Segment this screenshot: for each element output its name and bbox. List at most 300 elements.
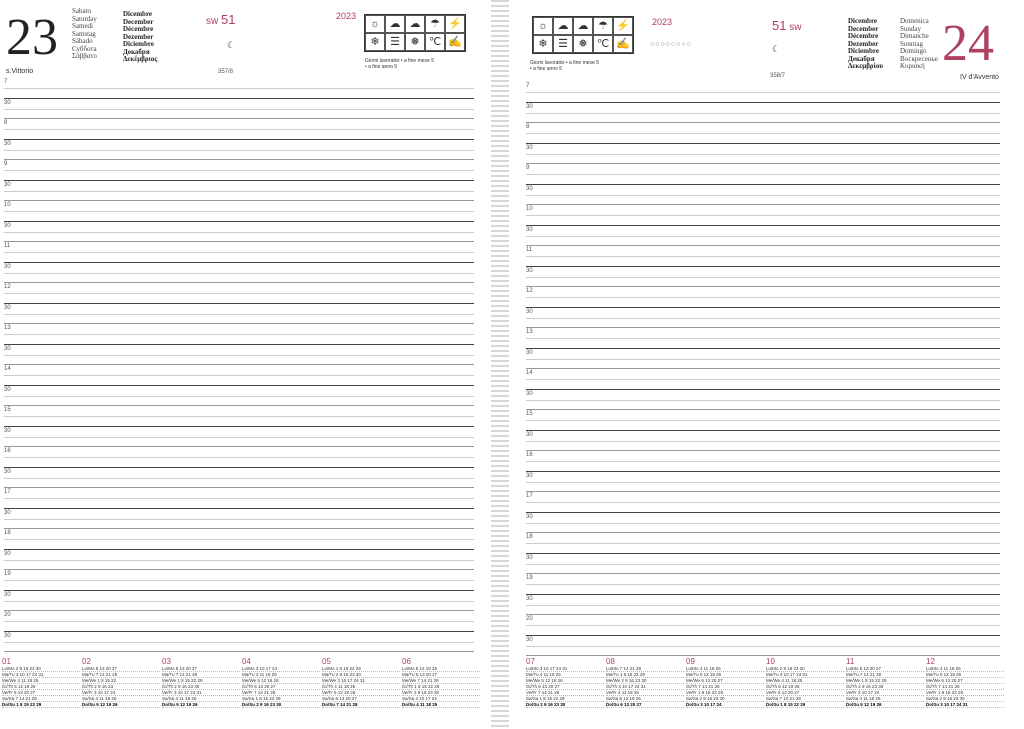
mini-calendar-row: Gi/Th 2 9 16 23 [82, 684, 160, 690]
hour-label: 30 [526, 472, 533, 479]
hour-label: 8 [4, 120, 8, 126]
working-days-note [365, 58, 434, 70]
hour-label: 30 [4, 386, 11, 393]
mini-calendar-row: Do/Su 3 10 17 24 31 [926, 702, 1004, 708]
mini-calendar-row: Lu/Mo 2 9 16 23 30 [766, 666, 844, 672]
hour-label: 30 [526, 103, 533, 110]
week-number: 51 sw [772, 18, 802, 33]
hour-label: 19 [526, 575, 533, 581]
half-line[interactable] [526, 338, 1000, 339]
hour-line[interactable] [526, 266, 1000, 267]
week-number: sw 51 [206, 12, 236, 27]
mini-calendar-row: Sa/Sa 1 8 15 22 29 [242, 696, 320, 702]
half-line[interactable] [4, 519, 474, 520]
weather-icon[interactable]: ❅ [573, 35, 593, 53]
mini-calendar-month: 02 [82, 657, 91, 666]
hour-label: 30 [4, 468, 11, 475]
half-line[interactable] [526, 359, 1000, 360]
saint-name: IV d'Avvento [960, 74, 999, 81]
hour-line[interactable] [526, 348, 1000, 349]
mini-calendar-row: Ma/Tu 3 10 17 24 31 [766, 672, 844, 678]
mini-calendar [162, 657, 240, 708]
hour-line[interactable] [526, 450, 1000, 451]
hour-label: 30 [526, 226, 533, 233]
weather-icon[interactable]: ✍ [613, 35, 633, 53]
weather-icon[interactable]: ☰ [385, 33, 405, 51]
half-line[interactable] [4, 416, 474, 417]
note-line: Giorni lavorativi • a fine mese 5 [530, 60, 600, 66]
moon-icon: ☾ [227, 40, 236, 50]
weather-icon[interactable]: ☂ [425, 15, 445, 33]
half-line[interactable] [4, 355, 474, 356]
half-line[interactable] [526, 318, 1000, 319]
mini-calendar-month: 09 [686, 657, 695, 666]
mini-calendar-row: Ve/Fr 6 13 20 27 [766, 690, 844, 696]
day-names [900, 18, 938, 71]
mini-calendar-row: Ma/Tu 7 14 21 28 [82, 672, 160, 678]
half-line[interactable] [4, 642, 474, 643]
hour-label: 12 [4, 284, 11, 290]
hour-label: 30 [4, 140, 11, 147]
half-line[interactable] [526, 277, 1000, 278]
mini-calendar-row: Me/We 7 14 21 28 [402, 678, 480, 684]
half-line[interactable] [526, 195, 1000, 196]
hour-label: 8 [526, 124, 530, 130]
half-line[interactable] [526, 420, 1000, 421]
hour-label: 7 [4, 79, 8, 85]
mini-calendar-row: Me/We 5 12 19 26 [526, 678, 604, 684]
mini-calendar [526, 657, 604, 708]
day-name: Sonntag [900, 39, 923, 48]
mini-calendar-row: Ve/Fr 3 10 17 24 31 [162, 690, 240, 696]
hour-label: 13 [526, 329, 533, 335]
mini-calendar-row: Ve/Fr 4 11 18 25 [606, 690, 684, 696]
half-line[interactable] [4, 150, 474, 151]
day-name: Dimanche [900, 32, 929, 40]
hour-label: 30 [526, 185, 533, 192]
mini-calendar-row: Do/Su 1 8 15 22 29 [2, 702, 80, 708]
hour-label: 15 [4, 407, 11, 413]
hour-label: 30 [526, 144, 533, 151]
half-line[interactable] [526, 92, 1000, 93]
mini-calendar-row: Lu/Mo 6 13 20 27 [162, 666, 240, 672]
day-name: Sunday [900, 24, 921, 33]
mini-calendar-row: Gi/Th 1 8 15 22 29 [402, 684, 480, 690]
hour-line[interactable] [526, 368, 1000, 369]
mini-calendar-row: Me/We 6 13 20 27 [686, 678, 764, 684]
hour-label: 16 [4, 448, 11, 454]
hour-label: 30 [4, 263, 11, 270]
mini-calendar-row: Gi/Th 7 14 21 28 [686, 684, 764, 690]
hour-line[interactable] [4, 549, 474, 550]
hour-line[interactable] [4, 528, 474, 529]
half-line[interactable] [526, 400, 1000, 401]
hour-line[interactable] [526, 307, 1000, 308]
hour-lines[interactable] [4, 78, 474, 652]
weather-icon[interactable]: ℃ [593, 35, 613, 53]
mini-calendar-row: Ve/Fr 3 10 17 24 [846, 690, 924, 696]
moon-icon: ☾ [772, 44, 781, 54]
mini-calendar-row: Me/We 5 12 19 26 [242, 678, 320, 684]
half-line[interactable] [4, 375, 474, 376]
mini-calendar-row: Do/Su 2 9 16 23 30 [242, 702, 320, 708]
hour-line[interactable] [4, 508, 474, 509]
month-name: Décembre [123, 25, 154, 33]
half-line[interactable] [526, 133, 1000, 134]
mini-calendar-row: Ve/Fr 1 8 15 22 29 [926, 690, 1004, 696]
mini-calendar-row: Ve/Fr 7 14 21 28 [526, 690, 604, 696]
half-line[interactable] [4, 170, 474, 171]
hour-line[interactable] [4, 159, 474, 160]
note-line: Giorni lavorativi • a fine mese 5 [365, 58, 435, 64]
hour-line[interactable] [4, 139, 474, 140]
hour-label: 30 [526, 431, 533, 438]
hour-line[interactable] [4, 221, 474, 222]
hour-label: 9 [4, 161, 8, 167]
hour-label: 13 [4, 325, 11, 331]
half-line[interactable] [4, 88, 474, 89]
half-line[interactable] [526, 236, 1000, 237]
hour-line[interactable] [526, 143, 1000, 144]
hour-line[interactable] [526, 327, 1000, 328]
half-line[interactable] [526, 543, 1000, 544]
hour-label: 11 [526, 247, 533, 253]
mini-calendar-row: Ve/Fr 1 8 15 22 29 [686, 690, 764, 696]
mini-calendar-row: Gi/Th 5 12 19 26 [2, 684, 80, 690]
hour-label: 10 [4, 202, 11, 208]
mini-calendar-row: Gi/Th 2 9 16 23 30 [162, 684, 240, 690]
hour-label: 20 [526, 616, 533, 622]
hour-line[interactable] [526, 614, 1000, 615]
month-name: December [123, 17, 154, 26]
day-name: Воскресенье [900, 54, 938, 63]
weather-icon[interactable]: ❄ [365, 33, 385, 51]
half-line[interactable] [526, 482, 1000, 483]
hour-line[interactable] [526, 655, 1000, 656]
hour-label: 30 [4, 222, 11, 229]
day-number: 23 [6, 9, 58, 66]
mini-calendar-month: 08 [606, 657, 615, 666]
mini-calendar-row: Sa/Sa 4 11 18 25 [82, 696, 160, 702]
mini-calendar-row: Gi/Th 6 13 20 27 [242, 684, 320, 690]
half-line[interactable] [526, 584, 1000, 585]
month-names [848, 18, 883, 71]
mini-calendar-row: Me/We 4 11 18 25 [766, 678, 844, 684]
half-line[interactable] [4, 601, 474, 602]
mini-calendar-row: Me/We 6 13 20 27 [926, 678, 1004, 684]
day-name: Domenica [900, 17, 929, 25]
mini-calendar [322, 657, 400, 708]
month-name: Dicembre [123, 10, 153, 18]
half-line[interactable] [4, 273, 474, 274]
mini-calendar [606, 657, 684, 708]
half-line[interactable] [526, 113, 1000, 114]
hour-line[interactable] [4, 487, 474, 488]
year: 2023 [336, 11, 357, 21]
hour-line[interactable] [4, 262, 474, 263]
hour-label: 11 [4, 243, 11, 249]
mini-calendar-row: Gi/Th 5 12 19 26 [766, 684, 844, 690]
hour-line[interactable] [4, 241, 474, 242]
hour-label: 30 [4, 632, 11, 639]
day-name: Samstag [72, 29, 96, 38]
day-of-year: 358/7 [770, 73, 786, 79]
mini-calendar-row: Sa/Sa 4 11 18 25 [846, 696, 924, 702]
month-name: Декабря [123, 47, 150, 56]
hour-label: 18 [526, 534, 533, 540]
hour-line[interactable] [4, 631, 474, 632]
hour-line[interactable] [4, 282, 474, 283]
month-name: Dicembre [848, 17, 878, 25]
half-line[interactable] [4, 437, 474, 438]
hour-line[interactable] [4, 180, 474, 181]
mini-calendar-row: Lu/Mo 1 8 15 22 29 [322, 666, 400, 672]
half-line[interactable] [526, 502, 1000, 503]
month-name: Diciembre [848, 47, 879, 55]
mini-calendar-row: Sa/Sa 6 13 20 27 [322, 696, 400, 702]
hour-line[interactable] [526, 163, 1000, 164]
hour-line[interactable] [4, 467, 474, 468]
mini-calendar-row: Do/Su 5 12 19 26 [82, 702, 160, 708]
hour-line[interactable] [526, 553, 1000, 554]
weather-icon[interactable]: ✍ [445, 33, 465, 51]
weather-icon[interactable]: ℃ [425, 33, 445, 51]
half-line[interactable] [4, 191, 474, 192]
half-line[interactable] [526, 215, 1000, 216]
hour-label: 30 [526, 513, 533, 520]
mini-calendar [2, 657, 80, 708]
mini-calendar-month: 04 [242, 657, 251, 666]
half-line[interactable] [4, 334, 474, 335]
weather-icon[interactable]: ☁ [573, 17, 593, 35]
hour-label: 30 [4, 591, 11, 598]
hour-label: 30 [4, 304, 11, 311]
day-of-year: 357/8 [218, 69, 234, 75]
hour-line[interactable] [526, 245, 1000, 246]
weather-icon[interactable]: ⚡ [445, 15, 465, 33]
mini-calendar-row: Lu/Mo 4 11 18 25 [926, 666, 1004, 672]
mini-calendar-row: Ve/Fr 3 10 17 24 [82, 690, 160, 696]
hour-line[interactable] [526, 491, 1000, 492]
month-names [123, 11, 157, 64]
month-name: Dezember [123, 32, 154, 41]
hour-line[interactable] [526, 389, 1000, 390]
mini-calendar-row: Lu/Mo 5 12 19 26 [402, 666, 480, 672]
half-line[interactable] [4, 457, 474, 458]
half-line[interactable] [526, 523, 1000, 524]
mini-calendar-month: 11 [846, 657, 855, 666]
mini-calendar-row: Gi/Th 6 13 20 27 [526, 684, 604, 690]
mini-calendar [846, 657, 924, 708]
weather-grid[interactable] [364, 14, 466, 52]
half-line[interactable] [526, 379, 1000, 380]
hour-line[interactable] [526, 532, 1000, 533]
half-line[interactable] [4, 539, 474, 540]
mini-calendar-row: Gi/Th 4 11 18 25 [322, 684, 400, 690]
mini-calendar-row: Do/Su 6 13 20 27 [606, 702, 684, 708]
hour-line[interactable] [4, 344, 474, 345]
hour-label: 30 [4, 181, 11, 188]
mini-calendar-row: Sa/Sa 3 10 17 24 [402, 696, 480, 702]
hour-label: 30 [526, 595, 533, 602]
mini-calendar-row: Sa/Sa 5 12 19 26 [606, 696, 684, 702]
half-line[interactable] [4, 560, 474, 561]
hour-line[interactable] [4, 303, 474, 304]
hour-label: 7 [526, 83, 530, 89]
hour-label: 9 [526, 165, 530, 171]
weather-icon[interactable]: ☼ [533, 17, 553, 35]
mini-calendar-row: Ma/Tu 4 11 18 25 [242, 672, 320, 678]
hour-label: 15 [526, 411, 533, 417]
month-name: Декабря [848, 54, 875, 63]
mini-calendar-row: Ma/Tu 5 12 19 26 [926, 672, 1004, 678]
mini-calendar-month: 01 [2, 657, 11, 666]
weather-icon[interactable]: ☁ [553, 17, 573, 35]
hour-line[interactable] [4, 364, 474, 365]
hour-line[interactable] [4, 323, 474, 324]
mini-calendar-row: Sa/Sa 4 11 18 25 [162, 696, 240, 702]
month-name: Δεκεμβρίου [848, 62, 883, 70]
hour-line[interactable] [4, 446, 474, 447]
mini-calendar-row: Gi/Th 7 14 21 28 [926, 684, 1004, 690]
half-line[interactable] [526, 625, 1000, 626]
weather-icon[interactable]: ☰ [553, 35, 573, 53]
half-line[interactable] [526, 174, 1000, 175]
half-line[interactable] [4, 478, 474, 479]
half-line[interactable] [4, 129, 474, 130]
day-name: Κυριακή [900, 62, 925, 70]
half-line[interactable] [526, 154, 1000, 155]
half-line[interactable] [526, 646, 1000, 647]
mini-calendar-row: Gi/Th 3 10 17 24 31 [606, 684, 684, 690]
hour-line[interactable] [526, 286, 1000, 287]
hour-line[interactable] [4, 569, 474, 570]
mini-calendar-row: Lu/Mo 2 9 16 23 30 [2, 666, 80, 672]
mood-dots[interactable]: ○○○○○○○○ [650, 40, 692, 48]
hour-line[interactable] [526, 512, 1000, 513]
hour-label: 16 [526, 452, 533, 458]
hour-label: 12 [526, 288, 533, 294]
half-line[interactable] [4, 293, 474, 294]
mini-calendar-row: Me/We 3 10 17 24 31 [322, 678, 400, 684]
mini-calendar-month: 12 [926, 657, 935, 666]
half-line[interactable] [4, 109, 474, 110]
hour-line[interactable] [526, 102, 1000, 103]
hour-line[interactable] [526, 635, 1000, 636]
mini-calendar-row: Gi/Th 2 9 16 23 30 [846, 684, 924, 690]
mini-calendar-row: Lu/Mo 4 11 18 25 [686, 666, 764, 672]
half-line[interactable] [4, 314, 474, 315]
mini-calendar-row: Do/Su 7 14 21 28 [322, 702, 400, 708]
day-name: Sábado [72, 37, 93, 45]
hour-line[interactable] [4, 118, 474, 119]
half-line[interactable] [4, 498, 474, 499]
hour-lines[interactable] [526, 82, 1000, 656]
working-days-note [530, 60, 599, 72]
half-line[interactable] [526, 461, 1000, 462]
weather-icon[interactable]: ☼ [365, 15, 385, 33]
hour-line[interactable] [526, 430, 1000, 431]
weather-icon[interactable]: ❄ [533, 35, 553, 53]
mini-calendar-row: Lu/Mo 3 10 17 24 31 [526, 666, 604, 672]
mini-calendar-row: Do/Su 4 11 18 25 [402, 702, 480, 708]
hour-line[interactable] [526, 204, 1000, 205]
day-number: 24 [942, 15, 994, 72]
half-line[interactable] [526, 605, 1000, 606]
half-line[interactable] [526, 297, 1000, 298]
hour-line[interactable] [4, 590, 474, 591]
hour-line[interactable] [4, 610, 474, 611]
hour-label: 19 [4, 571, 11, 577]
hour-line[interactable] [4, 385, 474, 386]
day-name: Субботa [72, 44, 97, 53]
half-line[interactable] [526, 256, 1000, 257]
half-line[interactable] [4, 396, 474, 397]
hour-line[interactable] [4, 98, 474, 99]
half-line[interactable] [526, 441, 1000, 442]
hour-line[interactable] [4, 405, 474, 406]
weather-icon[interactable]: ☂ [593, 17, 613, 35]
half-line[interactable] [4, 252, 474, 253]
day-names [72, 8, 97, 61]
mini-calendar-row: Do/Su 2 9 16 23 30 [526, 702, 604, 708]
day-name: Σάββατο [72, 52, 97, 60]
mini-calendar-row: Me/We 1 8 15 22 [82, 678, 160, 684]
weather-icon[interactable]: ☁ [405, 15, 425, 33]
hour-line[interactable] [526, 409, 1000, 410]
hour-line[interactable] [526, 184, 1000, 185]
day-name: Sabato [72, 7, 92, 15]
hour-label: 30 [526, 267, 533, 274]
weather-grid[interactable] [532, 16, 634, 54]
hour-label: 30 [526, 390, 533, 397]
half-line[interactable] [4, 211, 474, 212]
hour-line[interactable] [526, 225, 1000, 226]
half-line[interactable] [4, 621, 474, 622]
hour-line[interactable] [4, 200, 474, 201]
mini-calendar-row: Ma/Tu 1 8 15 22 29 [606, 672, 684, 678]
spiral-binding [491, 0, 509, 729]
mini-calendar-month: 07 [526, 657, 535, 666]
weather-icon[interactable]: ☁ [385, 15, 405, 33]
right-page [510, 0, 1024, 729]
hour-line[interactable] [526, 122, 1000, 123]
hour-line[interactable] [526, 471, 1000, 472]
mini-calendar-row: Ma/Tu 7 14 21 28 [846, 672, 924, 678]
hour-line[interactable] [4, 426, 474, 427]
half-line[interactable] [4, 580, 474, 581]
hour-label: 20 [4, 612, 11, 618]
mini-calendar-row: Ma/Tu 2 9 16 23 30 [322, 672, 400, 678]
half-line[interactable] [526, 564, 1000, 565]
hour-line[interactable] [526, 573, 1000, 574]
mini-calendar-month: 03 [162, 657, 171, 666]
mini-calendar-row: Ma/Tu 4 11 18 25 [526, 672, 604, 678]
mini-calendar [926, 657, 1004, 708]
half-line[interactable] [4, 232, 474, 233]
year: 2023 [652, 17, 673, 27]
month-name: December [848, 24, 879, 33]
hour-line[interactable] [526, 594, 1000, 595]
hour-line[interactable] [4, 651, 474, 652]
mini-calendar-row: Ma/Tu 5 12 19 26 [686, 672, 764, 678]
mini-calendar [402, 657, 480, 708]
weather-icon[interactable]: ⚡ [613, 17, 633, 35]
mini-calendar-row: Ve/Fr 7 14 21 28 [242, 690, 320, 696]
weather-icon[interactable]: ❅ [405, 33, 425, 51]
mini-calendar [242, 657, 320, 708]
mini-calendar-month: 10 [766, 657, 775, 666]
